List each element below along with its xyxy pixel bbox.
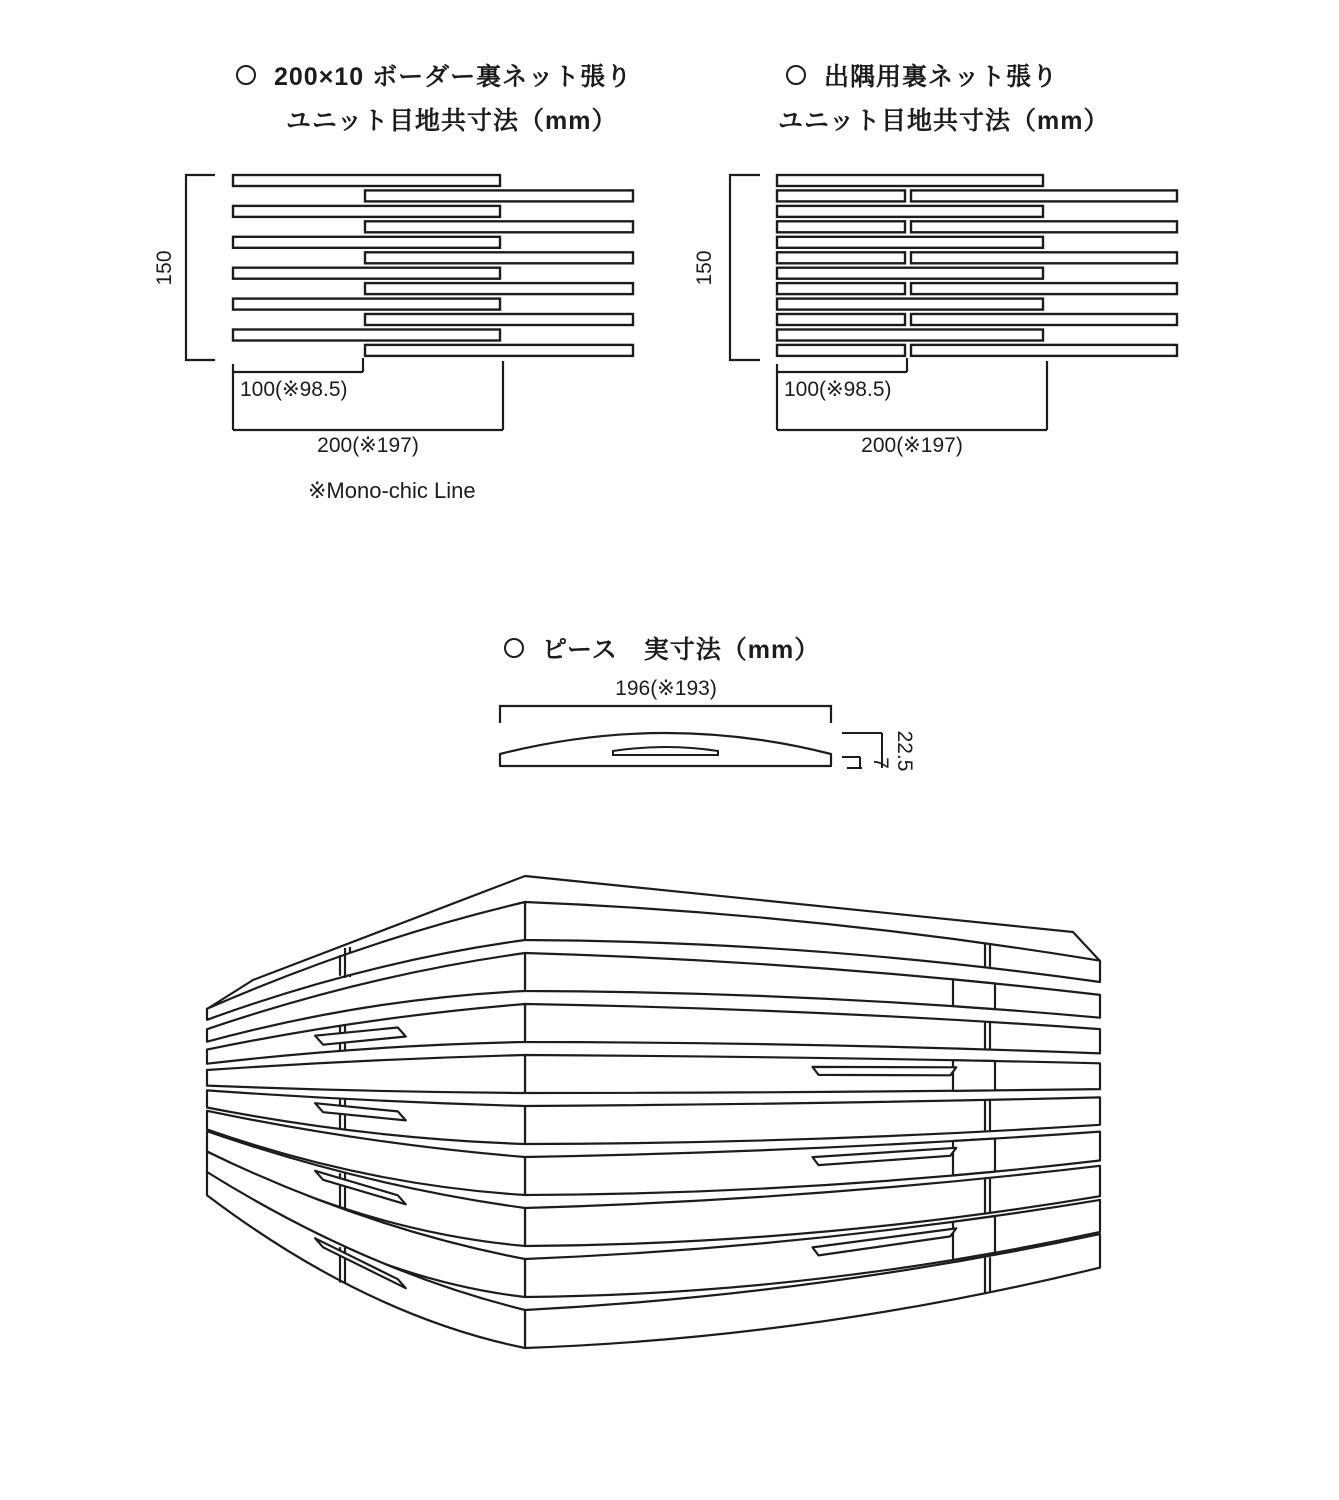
tile-bar [777,190,905,201]
tile-bar [777,268,1043,279]
tile-bar [365,221,633,232]
mono-chic-note: ※Mono-chic Line [308,478,476,503]
circle-bullet-icon [786,65,806,85]
height-dim-label: 150 [693,250,716,286]
board-endcap [953,979,995,1009]
tile-bar [233,299,500,310]
circle-bullet-icon [504,638,524,658]
half-width-dim-label: 100(※98.5) [240,378,348,401]
tile-bar [911,252,1177,263]
tile-bar [911,283,1177,294]
unit-corner-title: 出隅用裏ネット張り [824,63,1059,91]
unit-border-title-row [236,57,632,93]
unit-corner-title-row [786,57,1058,93]
tile-bar [777,314,905,325]
tile-bar [233,206,500,217]
piece-width-bracket [500,706,831,723]
tile-bar [777,345,905,356]
board-left [207,1055,525,1093]
tile-bar [233,268,500,279]
unit-b-bars [777,175,1177,356]
tile-bar [777,221,905,232]
total-thickness-label: 22.5 [893,730,916,772]
unit-a-svg [140,165,670,515]
corner-svg [195,862,1120,1402]
unit-corner-subtitle: ユニット目地共寸法（mm） [778,107,1110,135]
board-endcap [953,1139,995,1176]
ridge-slot [813,1067,957,1075]
board-right [525,1055,1100,1093]
tile-bar [365,283,633,294]
tile-bar [777,252,905,263]
tile-bar [233,330,500,341]
tile-bar [777,299,1043,310]
height-bracket [186,175,215,360]
tile-bar [777,175,1043,186]
unit-b-svg [685,165,1215,515]
piece-ridge [613,747,718,755]
piece-title-row [504,630,820,666]
piece-width-label: 196(※193) [615,677,717,700]
full-width-dim-label: 200(※197) [861,434,963,457]
tile-bar [233,175,500,186]
tile-bar [911,221,1177,232]
tile-bar [777,283,905,294]
unit-border-subtitle: ユニット目地共寸法（mm） [286,107,618,135]
piece-title: ピース 実寸法（mm） [542,636,821,664]
tile-bar [777,330,1043,341]
tile-bar [365,252,633,263]
full-width-dim-label: 200(※197) [317,434,419,457]
tile-bar [365,345,633,356]
tile-bar [911,190,1177,201]
tile-bar [911,314,1177,325]
unit-a-bars [233,175,633,356]
tile-bar [777,206,1043,217]
edge-thickness-label: 7 [869,757,892,769]
height-dim-label: 150 [153,250,176,286]
tile-bar [365,190,633,201]
tile-bar [777,237,1043,248]
board-endcap [953,1216,995,1260]
unit-border-title: 200×10 ボーダー裏ネット張り [274,63,633,91]
board-endcap [953,1060,995,1091]
tile-bar [233,237,500,248]
tile-bar [365,314,633,325]
height-bracket [730,175,760,360]
half-width-dim-label: 100(※98.5) [784,378,892,401]
piece-svg [460,665,920,805]
circle-bullet-icon [236,65,256,85]
tile-bar [911,345,1177,356]
